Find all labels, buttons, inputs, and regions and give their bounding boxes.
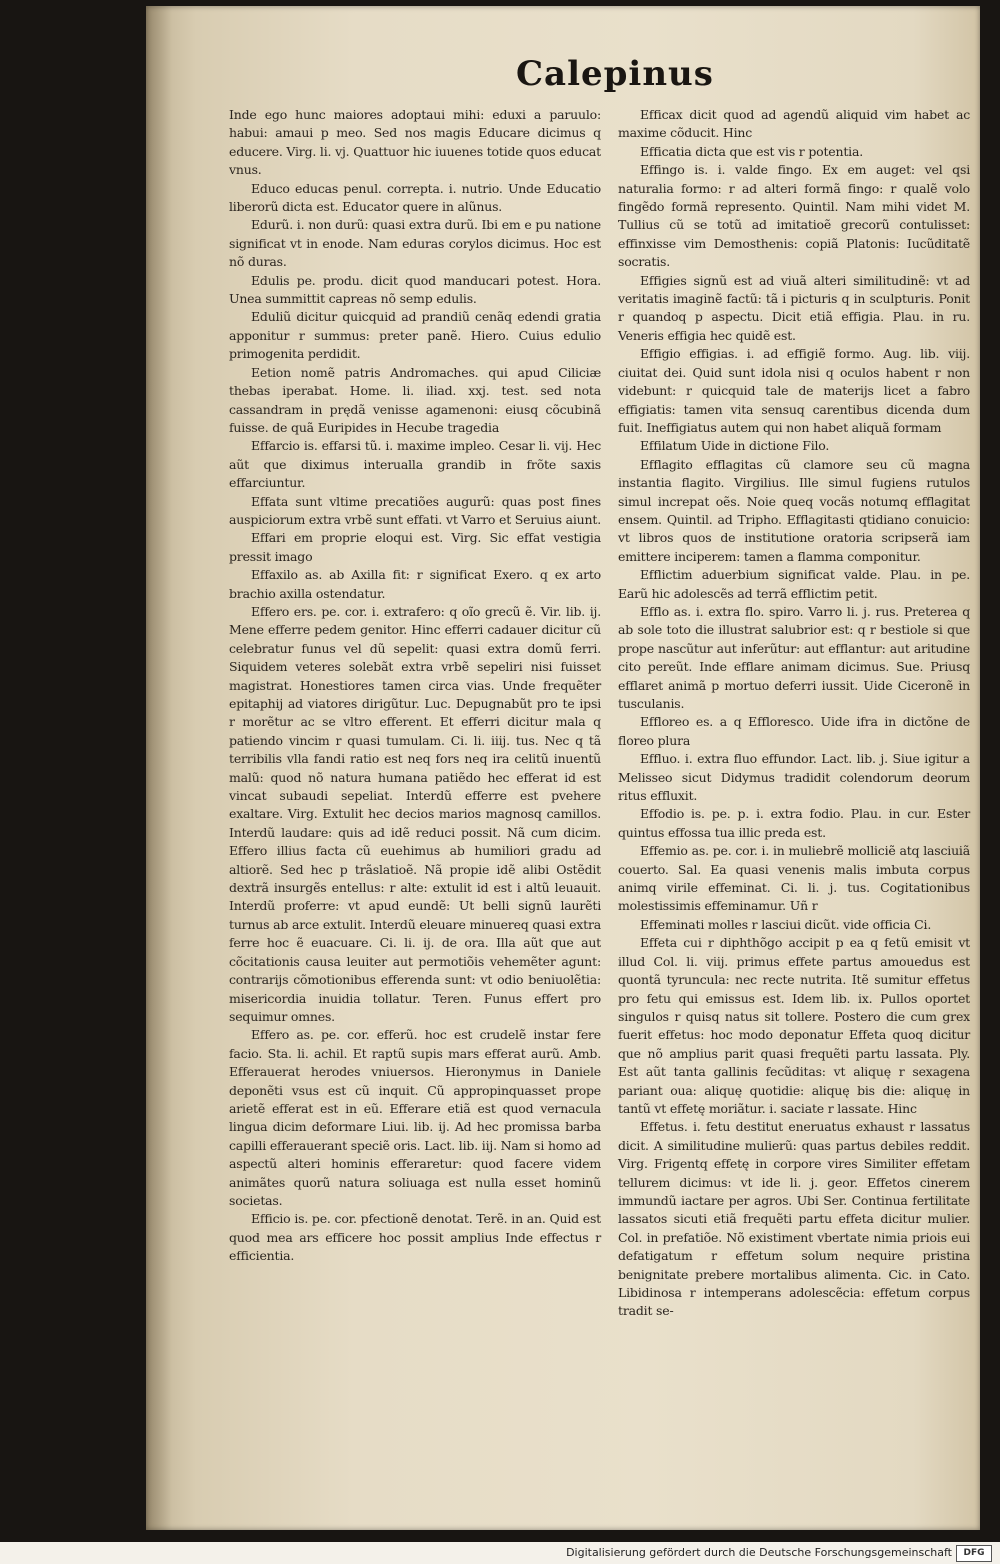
- book-page: [146, 6, 980, 1530]
- right-column: [618, 106, 970, 1319]
- dfg-logo-icon: DFG: [956, 1545, 992, 1562]
- dictionary-entry: Effaxilo as. ab Axilla fit: r significat Exero. q ex arto brachio axilla ostendatur.: [229, 567, 601, 601]
- dictionary-entry: Effarcio is. effarsi tũ. i. maxime impleo. Cesar li. vij. Hec aũt que diximus interualla grandib in frõte saxis effarciuntur.: [229, 438, 601, 491]
- dictionary-entry: Eetion nomẽ patris Andromaches. qui apud Ciliciæ thebas iperabat. Home. li. iliad. xxj. test. sed nota cassandram in prędã venisse agamenoni: eiusq cõcubinã fuisse. de quã Euripides in Hecube tragedia: [229, 364, 601, 435]
- dictionary-entry: Effluo. i. extra fluo effundor. Lact. lib. j. Siue igitur a Melisseo sicut Didymus tradidit colendorum deorum ritus effluxit.: [618, 751, 970, 804]
- dictionary-entry: Effilatum Uide in dictione Filo.: [640, 438, 830, 454]
- dictionary-entry: Effeminati molles r lasciui dicũt. vide officia Ci.: [640, 916, 932, 932]
- dictionary-entry: Efflictim aduerbium significat valde. Plau. in pe. Earũ hic adolescẽs ad terrã efflictim petit.: [618, 567, 970, 601]
- dictionary-entry: Effari em proprie eloqui est. Virg. Sic effat vestigia pressit imago: [229, 530, 601, 564]
- dictionary-entry: Effingo is. i. valde fingo. Ex em auget: vel qsi naturalia formo: r ad alteri formã fingo: r qualẽ volo fingẽdo formã represento. Quintil. Nam mihi videt M. Tullius cũ se totũ ad imitatioẽ grecorũ contulisset: effinxisse vim Demosthenis: copiã Platonis: Iucũditatẽ socratis.: [618, 162, 970, 270]
- dictionary-entry: Efflagito efflagitas cũ clamore seu cũ magna instantia flagito. Virgilius. Ille simul fugiens rutulos simul increpat oẽs. Noie queq vocãs notumq efflagitat ensem. Quintil. ad Tripho. Efflagitasti qtidiano conuicio: vt libros quos de institutione oratoria scripserã iam emittere inciperem: tamen a flamma componitur.: [618, 456, 970, 564]
- digitization-footer: [0, 1542, 1000, 1564]
- dictionary-entry: Effigio effigias. i. ad effigiẽ formo. Aug. lib. viij. ciuitat dei. Quid sunt idola nisi q oculos habent r non videbunt: r quicquid tale de materijs licet a fabro effigiatis: tamen vita sensuq carentibus dicenda dum fuit. Ineffigiatus autem qui non habet aliquã formam: [618, 346, 970, 435]
- dictionary-entry: Edulis pe. produ. dicit quod manducari potest. Hora. Unea summittit capreas nõ semp edulis.: [229, 272, 601, 307]
- dictionary-entry: Effloreo es. a q Effloresco. Uide ifra in dictõne de floreo plura: [618, 714, 970, 748]
- left-column: [229, 106, 601, 1264]
- dictionary-entry: Eduliũ dicitur quicquid ad prandiũ cenãq edendi gratia apponitur r summus: preter panẽ. Hiero. Cuius edulio primogenita perdidit.: [229, 309, 601, 362]
- dictionary-entry: Inde ego hunc maiores adoptaui mihi: eduxi a paruulo: habui: amaui p meo. Sed nos magis Educare dicimus q educere. Virg. li. vj. Quattuor hic iuuenes totide quos educat vnus.: [229, 107, 601, 178]
- dictionary-entry: Efficax dicit quod ad agendũ aliquid vim habet ac maxime cõducit. Hinc: [618, 107, 970, 141]
- dictionary-entry: Effero ers. pe. cor. i. extrafero: q oĩo grecũ ẽ. Vir. lib. ij. Mene efferre pedem genitor. Hinc efferri cadauer dicitur cũ celebratur funus vel dũ sepelit: quasi extra domũ ferri. Siquidem veteres solebãt extra vrbẽ sepeliri nisi fuisset magistrat. Honestiores tamen circa vias. Unde frequẽter epitaphij ad viatores dirigũtur. Luc. Depugnabũt pro te ipsi r morẽtur ac se vltro efferent. Et efferri dicitur mala q patiendo vincim r quasi tumulam. Ci. li. iiij. tus. Nec q tã terribilis vlla fandi ratio est neq fors neq ira celitũ inuentũ malũ: quod nõ natura humana patiẽdo hec efferat id est vincat subaudi sepeliat. Interdũ efferre est pvehere exaltare. Virg. Extulit hec decios marios magnosq camillos. Interdũ laudare: quis ad idẽ reduci possit. Nã cum dicim. Effero illius facta cũ euehimus ab humiliori gradu ad altiorẽ. Sed hec p trãslatioẽ. Nã propie idẽ alibi Ostẽdit dextrã insurgẽs entellus: r alte: extulit id est i altũ leuauit. Interdũ proferre: vt apud eundẽ: Ut belli signũ laurẽti turnus ab arce extulit. Interdũ eleuare minuereq quasi extra ferre hoc ẽ euacuare. Ci. li. ij. de ora. Illa aũt que aut cõcitationis causa leuiter aut permotiõis vehemẽter agunt: contrarijs cõmotionibus efferenda sunt: vt odio beniuolẽtia: misericordia inuidia tollatur. Teren. Funus effert pro sequimur omnes.: [229, 603, 601, 1024]
- dictionary-entry: Efficio is. pe. cor. pfectionẽ denotat. Terẽ. in an. Quid est quod mea ars efficere hoc possit amplius Inde effectus r efficientia.: [229, 1211, 601, 1264]
- dictionary-entry: Effeta cui r diphthõgo accipit p ea q fetũ emisit vt illud Col. li. viij. primus effete partus amouedus est quontã tyruncula: nec recte nutrita. Itẽ sumitur effetus pro fetu qui emissus est. Idem lib. ix. Pullos oportet singulos r quisq natus sit tollere. Postero die cum grex fuerit effetus: hoc modo deponatur Effeta quoq dicitur que nõ amplius parit quasi frequẽti partu lassata. Ply. Est aũt tanta gallinis fecũditas: vt aliquę r sexagena pariant oua: aliquę quotidie: aliquę bis die: aliquę in tantũ vt effetę moriãtur. i. saciate r lassate. Hinc: [618, 935, 970, 1116]
- dictionary-entry: Efflo as. i. extra flo. spiro. Varro li. j. rus. Preterea q ab sole toto die illustrat salubrior est: q r bestiole si que prope nascũtur aut inferũtur: aut efflantur: aut aritudine cito pereũt. Inde efflare animam dicimus. Sue. Priusq efflaret animã p mortuo deferri iussit. Uide Ciceronẽ in tusculanis.: [618, 603, 970, 711]
- dictionary-entry: Effemio as. pe. cor. i. in muliebrẽ molliciẽ atq lasciuiã couerto. Sal. Ea quasi venenis malis imbuta corpus animq virile effeminat. Ci. li. j. tus. Cogitationibus molestissimis effeminamur. Uñ r: [618, 843, 970, 914]
- dictionary-entry: Edurũ. i. non durũ: quasi extra durũ. Ibi em e pu natione significat vt in enode. Nam eduras corylos dicimus. Hoc est nõ duras.: [229, 217, 601, 270]
- dictionary-entry: Efficatia dicta que est vis r potentia.: [640, 143, 863, 159]
- dictionary-entry: Effigies signũ est ad viuã alteri similitudinẽ: vt ad veritatis imaginẽ factũ: tã i picturis q in sculpturis. Ponit r quandoq p aspectu. Dicit etiã effigia. Plau. in ru. Veneris effigia hec quidẽ est.: [618, 272, 970, 343]
- dictionary-entry: Effero as. pe. cor. efferũ. hoc est crudelẽ instar fere facio. Sta. li. achil. Et raptũ supis mars efferat aurũ. Amb. Efferauerat herodes vniuersos. Hieronymus in Daniele deponẽti vsus est cũ inquit. Cũ appropinquasset prope arietẽ efferat est in eũ. Efferare etiã est quod vernacula lingua dicim deformare Liui. lib. ij. Ad hec promissa barba capilli efferauerant speciẽ oris. Lact. lib. iij. Nam si homo ad aspectũ alteri hominis efferaretur: quod facere videm animãtes quorũ natura soliuaga est nulla esset hominũ societas.: [229, 1027, 601, 1208]
- running-head: Calepinus: [516, 54, 714, 94]
- dictionary-entry: Effata sunt vltime precatiões augurũ: quas post fines auspiciorum extra vrbẽ sunt effati. vt Varro et Seruius aiunt.: [229, 493, 601, 527]
- footer-credit: Digitalisierung gefördert durch die Deutsche Forschungsgemeinschaft: [566, 1546, 952, 1559]
- dictionary-entry: Effodio is. pe. p. i. extra fodio. Plau. in cur. Ester quintus effossa tua illic preda est.: [618, 806, 970, 840]
- dictionary-entry: Effetus. i. fetu destitut eneruatus exhaust r lassatus dicit. A similitudine mulierũ: quas partus debiles reddit. Virg. Frigentq effetę in corpore vires Similiter effetam tellurem dicimus: vt ide li. j. geor. Effetos cinerem immundũ iactare per agros. Ubi Ser. Continua fertilitate lassatos sicuti etiã frequẽti partu effeta dicitur mulier. Col. in prefatiõe. Nõ existiment vbertate nimia priois eui defatigatum r effetum solum nequire pristina benignitate prebere mortalibus alimenta. Cic. in Cato. Libidinosa r intemperans adolescẽcia: effetum corpus tradit se-: [618, 1119, 970, 1319]
- gutter-shadow: [146, 6, 172, 1530]
- dictionary-entry: Educo educas penul. correpta. i. nutrio. Unde Educatio liberorũ dicta est. Educator quere in alũnus.: [229, 180, 601, 215]
